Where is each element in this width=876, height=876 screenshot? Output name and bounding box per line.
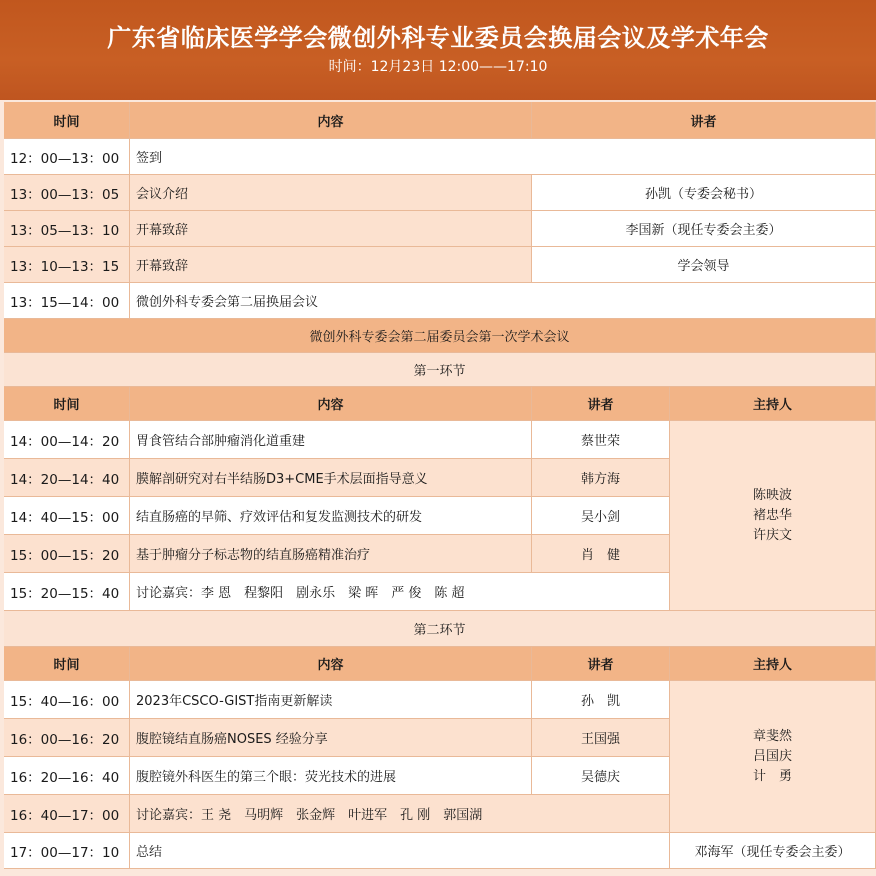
table-row-speaker: 吴小剑 — [532, 497, 670, 535]
table-row-content: 会议介绍 — [130, 175, 532, 211]
column-header-time: 时间 — [4, 387, 130, 421]
table-row-content: 2023年CSCO-GIST指南更新解读 — [130, 681, 532, 719]
session1-title: 第一环节 — [4, 353, 876, 387]
column-header-host: 主持人 — [670, 387, 876, 421]
table-row-content: 开幕致辞 — [130, 247, 532, 283]
host-name: 许庆文 — [752, 527, 792, 543]
table-row-time: 16：00—16：20 — [4, 719, 130, 757]
table-row-speaker: 孙 凯 — [532, 681, 670, 719]
table-row-content: 基于肿瘤分子标志物的结直肠癌精准治疗 — [130, 535, 532, 573]
host-name: 褚忠华 — [752, 507, 792, 523]
table-row-content: 膜解剖研究对右半结肠D3+CME手术层面指导意义 — [130, 459, 532, 497]
table-row-time: 14：40—15：00 — [4, 497, 130, 535]
host-name: 陈映波 — [752, 487, 792, 503]
table-row-time: 16：20—16：40 — [4, 757, 130, 795]
session2-title: 第二环节 — [4, 611, 876, 647]
session2-hosts — [670, 681, 876, 833]
table-row-content: 微创外科专委会第二届换届会议 — [130, 283, 876, 319]
table-row-time: 13：00—13：05 — [4, 175, 130, 211]
host-name: 吕国庆 — [752, 748, 792, 764]
table-row-content: 胃食管结合部肿瘤消化道重建 — [130, 421, 532, 459]
table-row-speaker: 学会领导 — [532, 247, 876, 283]
column-header-content: 内容 — [130, 647, 532, 681]
table-row-speaker: 蔡世荣 — [532, 421, 670, 459]
column-header-speaker: 讲者 — [532, 102, 876, 139]
header-banner — [0, 0, 876, 100]
table-row-time: 12：00—13：00 — [4, 139, 130, 175]
column-header-time: 时间 — [4, 102, 130, 139]
table-row-content: 结直肠癌的早筛、疗效评估和复发监测技术的研发 — [130, 497, 532, 535]
column-header-content: 内容 — [130, 387, 532, 421]
table-row-content: 签到 — [130, 139, 876, 175]
table-row-time: 14：20—14：40 — [4, 459, 130, 497]
column-header-time: 时间 — [4, 647, 130, 681]
table-row-speaker: 肖 健 — [532, 535, 670, 573]
table-row-speaker: 邓海军（现任专委会主委） — [670, 833, 876, 869]
table-row-time: 16：40—17：00 — [4, 795, 130, 833]
table-row-content: 总结 — [130, 833, 670, 869]
column-header-host: 主持人 — [670, 647, 876, 681]
table-row-time: 13：05—13：10 — [4, 211, 130, 247]
table-row-speaker: 王国强 — [532, 719, 670, 757]
discussion-guests: 讨论嘉宾：王 尧 马明辉 张金辉 叶进军 孔 刚 郭国湖 — [130, 795, 670, 833]
table-row-content: 腹腔镜结直肠癌NOSES 经验分享 — [130, 719, 532, 757]
page-title: 广东省临床医学学会微创外科专业委员会换届会议及学术年会 — [107, 24, 769, 52]
table-row-time: 13：10—13：15 — [4, 247, 130, 283]
table-row-speaker: 吴德庆 — [532, 757, 670, 795]
table-row-time: 14：00—14：20 — [4, 421, 130, 459]
column-header-content: 内容 — [130, 102, 532, 139]
host-name: 计 勇 — [752, 768, 792, 784]
column-header-speaker: 讲者 — [532, 387, 670, 421]
page-subtitle: 时间：12月23日 12:00——17:10 — [328, 59, 548, 75]
table-row-time: 13：15—14：00 — [4, 283, 130, 319]
table-row-content: 腹腔镜外科医生的第三个眼：荧光技术的进展 — [130, 757, 532, 795]
discussion-guests: 讨论嘉宾：李 恩 程黎阳 剧永乐 梁 晖 严 俊 陈 超 — [130, 573, 670, 611]
session1-hosts — [670, 421, 876, 611]
table-row-time: 15：20—15：40 — [4, 573, 130, 611]
table-row-speaker: 孙凯（专委会秘书） — [532, 175, 876, 211]
host-name: 章斐然 — [752, 728, 792, 744]
agenda-table — [4, 102, 876, 876]
table-row-time: 15：00—15：20 — [4, 535, 130, 573]
table-row-speaker: 韩方海 — [532, 459, 670, 497]
table-row-speaker: 李国新（现任专委会主委） — [532, 211, 876, 247]
table-row-time: 17：00—17：10 — [4, 833, 130, 869]
table-row-time: 15：40—16：00 — [4, 681, 130, 719]
column-header-speaker: 讲者 — [532, 647, 670, 681]
academic-meeting-title: 微创外科专委会第二届委员会第一次学术会议 — [4, 319, 876, 353]
table-row-content: 开幕致辞 — [130, 211, 532, 247]
